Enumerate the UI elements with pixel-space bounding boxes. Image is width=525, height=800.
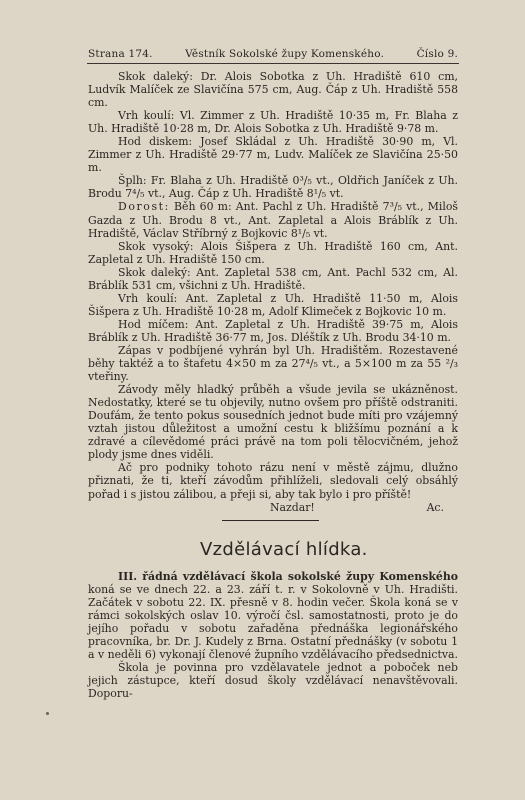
result-paragraph: Skok daleký: Dr. Alois Sobotka z Uh. Hradiště 610 cm, Ludvík Malíček ze Slavičína 575 cm, Aug. Čáp z Uh. Hradiště 558 cm. (88, 70, 458, 110)
result-paragraph: Vrh koulí: Vl. Zimmer z Uh. Hradiště 10·35 m, Fr. Blaha z Uh. Hradiště 10·28 m, Dr. Alois Sobotka z Uh. Hradiště 9·78 m. (88, 109, 458, 136)
result-paragraph: Skok vysoký: Alois Šišpera z Uh. Hradiště 160 cm, Ant. Zapletal z Uh. Hradiště 150 cm. (88, 239, 458, 266)
school-name: III. řádná vzdělávací škola sokolské župy Komenského (118, 570, 458, 583)
page-number: Strana 174. (88, 48, 153, 60)
issue-number: Číslo 9. (416, 48, 458, 60)
dorost-label: Dorost: (118, 200, 170, 214)
closing-greeting: Nazdar! (270, 500, 315, 514)
education-section (88, 570, 458, 700)
running-header (88, 48, 458, 60)
announcement-paragraph (88, 570, 458, 661)
section-heading: Vzdělávací hlídka. (200, 539, 368, 560)
result-paragraph: Hod diskem: Josef Skládal z Uh. Hradiště 30·90 m, Vl. Zimmer z Uh. Hradiště 29·77 m, Ludv. Malíček ze Slavičína 25·50 m. (88, 135, 458, 175)
result-paragraph: Zápas v podbíjené vyhrán byl Uh. Hradištěm. Rozestavené běhy taktéž a to štafetu 4×50 m za 27⁴/₅ vt., a 5×100 m za 55 ²/₃ vteřiny. (88, 343, 458, 384)
result-paragraph: Skok daleký: Ant. Zapletal 538 cm, Ant. Pachl 532 cm, Al. Bráblík 531 cm, všichni z Uh. Hradiště. (88, 265, 458, 292)
announcement-paragraph: Škola je povinna pro vzdělavatele jednot a poboček neb jejich zástupce, kteří dosud školy vzdělávací nenavštěvovali. Doporu- (88, 661, 458, 701)
results-report (88, 70, 458, 514)
header-rule (87, 63, 459, 64)
section-divider (222, 520, 319, 521)
dorost-text: Běh 60 m: Ant. Pachl z Uh. Hradiště 7³/₅ vt., Miloš Gazda z Uh. Brodu 8 vt., Ant. Zapletal a Alois Bráblík z Uh. Hradiště, Václav Stříbrný z Bojkovic 8¹/₅ vt. (88, 200, 458, 240)
page-speck (46, 712, 49, 715)
dorost-paragraph (88, 200, 458, 239)
result-paragraph: Šplh: Fr. Blaha z Uh. Hradiště 0³/₅ vt., Oldřich Janíček z Uh. Brodu 7⁴/₅ vt., Aug. Čáp z Uh. Hradiště 8¹/₅ vt. (88, 174, 458, 201)
closing-line (88, 501, 458, 514)
summary-paragraph: Ač pro podniky tohoto rázu není v městě zájmu, dlužno přiznati, že ti, kteří závodům přihlíželi, sledovali celý obsáhlý pořad i s jistou zálibou, a přeji si, aby tak bylo i pro příště! (88, 461, 458, 501)
author-signature: Ac. (426, 500, 444, 514)
result-paragraph: Hod míčem: Ant. Zapletal z Uh. Hradiště 39·75 m, Alois Bráblík z Uh. Hradiště 36·77 m, Jos. Dléštík z Uh. Brodu 34·10 m. (88, 317, 458, 344)
announcement-text: koná se ve dnech 22. a 23. září t. r. v Sokolovně v Uh. Hradišti. Začátek v sobotu 22. IX. přesně v 8. hodin večer. Škola koná se v rámci sokolských oslav 10. výročí čsl. samostatnosti, proto je do jejího pořadu v sobotu zařaděna přednáška legionářského pracovníka, br. Dr. J. Kudely z Brna. Ostatní přednášky (v sobotu 1 a v neděli 6) vykonají členové župního vzdělávacího předsednictva. (88, 583, 458, 662)
journal-title: Věstník Sokolské župy Komenského. (185, 48, 385, 60)
result-paragraph: Vrh koulí: Ant. Zapletal z Uh. Hradiště 11·50 m, Alois Šišpera z Uh. Hradiště 10·28 m, Adolf Klimeček z Bojkovic 10 m. (88, 291, 458, 318)
summary-paragraph: Závody měly hladký průběh a všude jevila se ukázněnost. Nedostatky, které se tu objevily, nutno ovšem pro příště odstraniti. Doufám, že tento pokus sousedních jednot bude míti pro vzájemný vztah jistou důležitost a umožní cestu k bližšímu poznání a k zdravé a cílevědomé práci právě na tom poli tělocvičném, jehož plody jsme dnes viděli. (88, 383, 458, 462)
